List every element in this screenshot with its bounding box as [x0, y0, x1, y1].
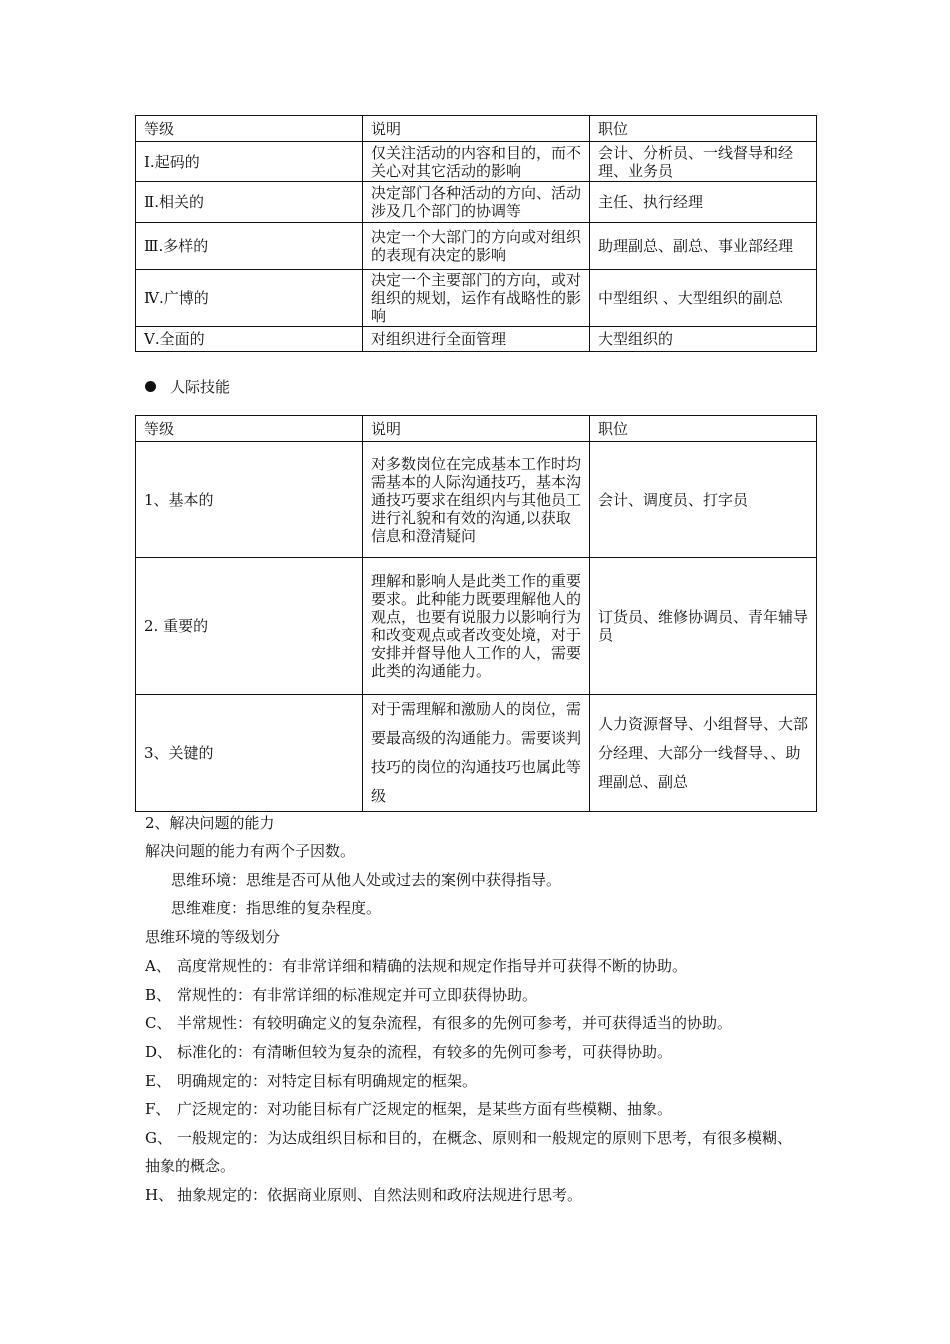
level-cell: Ⅲ.多样的	[136, 223, 363, 270]
list-marker: A、	[145, 957, 171, 975]
list-text: 抽象规定的：依据商业原则、自然法则和政府法规进行思考。	[177, 1186, 583, 1204]
interpersonal-skill-table	[135, 415, 817, 812]
bullet-dot-icon	[145, 381, 156, 392]
intro-paragraph: 解决问题的能力有两个子因数。	[145, 842, 356, 860]
position-cell: 会计、调度员、打字员	[590, 442, 817, 558]
level-cell: 1、基本的	[136, 442, 363, 558]
definition-paragraph: 思维环境：思维是否可从他人处或过去的案例中获得指导。	[171, 871, 562, 889]
list-text: 明确规定的：对特定目标有明确规定的框架。	[177, 1072, 478, 1090]
position-cell: 订货员、维修协调员、青年辅导员	[590, 558, 817, 695]
list-item	[145, 1099, 805, 1119]
section-bullet-heading	[145, 376, 230, 396]
description-cell: 决定一个主要部门的方向，或对组织的规划，运作有战略性的影响	[363, 270, 590, 327]
description-cell: 决定部门各种活动的方向、活动涉及几个部门的协调等	[363, 182, 590, 223]
position-cell: 会计、分析员、一线督导和经理、业务员	[590, 142, 817, 182]
table-row	[136, 270, 817, 327]
level-cell: 3、关键的	[136, 695, 363, 812]
table-header-row	[136, 416, 817, 442]
list-text: 广泛规定的：对功能目标有广泛规定的框架，是某些方面有些模糊、抽象。	[177, 1100, 673, 1118]
table-row	[136, 142, 817, 182]
header-description: 说明	[363, 116, 590, 142]
level-cell: Ⅱ.相关的	[136, 182, 363, 223]
position-cell: 中型组织 、大型组织的副总	[590, 270, 817, 327]
list-marker: H、	[145, 1186, 174, 1204]
table-row	[136, 442, 817, 558]
list-item	[145, 956, 805, 976]
list-marker: E、	[145, 1072, 171, 1090]
level-cell: Ⅰ.起码的	[136, 142, 363, 182]
list-item	[145, 1042, 805, 1062]
table-row	[136, 327, 817, 352]
management-scope-table	[135, 115, 817, 352]
list-item	[145, 1013, 805, 1033]
list-item	[145, 1124, 805, 1180]
table-row	[136, 695, 817, 812]
level-cell: 2. 重要的	[136, 558, 363, 695]
list-marker: D、	[145, 1043, 173, 1061]
position-cell: 主任、执行经理	[590, 182, 817, 223]
description-cell: 对组织进行全面管理	[363, 327, 590, 352]
list-item	[145, 1185, 805, 1205]
list-text: 高度常规性的：有非常详细和精确的法规和规定作指导并可获得不断的协助。	[177, 957, 688, 975]
list-text: 标准化的：有清晰但较为复杂的流程，有较多的先例可参考，可获得协助。	[177, 1043, 673, 1061]
header-level: 等级	[136, 416, 363, 442]
list-text: 常规性的：有非常详细的标准规定并可立即获得协助。	[177, 986, 538, 1004]
header-description: 说明	[363, 416, 590, 442]
definition-paragraph: 思维难度：指思维的复杂程度。	[171, 899, 382, 917]
table-row	[136, 182, 817, 223]
list-item	[145, 1071, 805, 1091]
subsection-title: 思维环境的等级划分	[145, 928, 281, 946]
header-position: 职位	[590, 416, 817, 442]
description-cell: 对于需理解和激励人的岗位，需要最高级的沟通能力。需要谈判技巧的岗位的沟通技巧也属此等级	[363, 695, 590, 812]
description-cell: 对多数岗位在完成基本工作时均需基本的人际沟通技巧，基本沟通技巧要求在组织内与其他员工进行礼貌和有效的沟通,以获取信息和澄清疑问	[363, 442, 590, 558]
level-cell: Ⅳ.广博的	[136, 270, 363, 327]
list-text: 一般规定的：为达成组织目标和目的，在概念、原则和一般规定的原则下思考，有很多模糊、抽象的概念。	[145, 1129, 793, 1175]
position-cell: 人力资源督导、小组督导、大部分经理、大部分一线督导、、助理副总、副总	[590, 695, 817, 812]
list-marker: B、	[145, 986, 172, 1004]
list-marker: C、	[145, 1014, 172, 1032]
list-marker: G、	[145, 1129, 172, 1147]
description-cell: 理解和影响人是此类工作的重要要求。此种能力既要理解他人的观点，也要有说服力以影响行为和改变观点或者改变处境，对于安排并督导他人工作的人，需要此类的沟通能力。	[363, 558, 590, 695]
list-text: 半常规性：有较明确定义的复杂流程，有很多的先例可参考，并可获得适当的协助。	[177, 1014, 733, 1032]
section-heading: 2、解决问题的能力	[145, 814, 275, 832]
list-marker: F、	[145, 1100, 171, 1118]
position-cell: 大型组织的	[590, 327, 817, 352]
section-title: 人际技能	[170, 377, 231, 396]
list-item	[145, 985, 805, 1005]
header-level: 等级	[136, 116, 363, 142]
table-row	[136, 223, 817, 270]
description-cell: 仅关注活动的内容和目的，而不关心对其它活动的影响	[363, 142, 590, 182]
header-position: 职位	[590, 116, 817, 142]
description-cell: 决定一个大部门的方向或对组织的表现有决定的影响	[363, 223, 590, 270]
position-cell: 助理副总、副总、事业部经理	[590, 223, 817, 270]
level-cell: Ⅴ.全面的	[136, 327, 363, 352]
table-row	[136, 558, 817, 695]
table-header-row	[136, 116, 817, 142]
